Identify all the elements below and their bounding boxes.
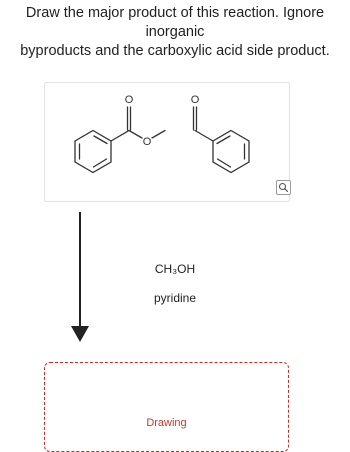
reagent-methanol: CH₃OH [154,262,196,276]
bond [152,131,165,139]
carbonyl-oxygen-left-label: O [124,94,134,106]
benzoic-anhydride-structure [45,83,289,201]
question-prompt [6,4,344,61]
question-line-1: Draw the major product of this reaction. Ignore inorganic [25,5,325,40]
reagent-pyridine: pyridine [153,291,197,305]
bond [152,131,177,139]
bond [129,131,142,139]
bond [111,131,129,142]
reactant-structure-box[interactable] [44,82,290,202]
carbonyl-oxygen-right-label: O [190,94,200,106]
bridge-oxygen-label: O [142,136,152,148]
left-benzene-ring [75,131,111,173]
magnifier-icon[interactable] [276,180,291,195]
right-benzene-ring [213,131,249,173]
bond [195,131,213,142]
question-line-2: byproducts and the carboxylic acid side product. [20,43,330,59]
drawing-label: Drawing [146,417,187,429]
product-drawing-area[interactable] [44,362,289,452]
down-arrow-icon [68,212,92,349]
